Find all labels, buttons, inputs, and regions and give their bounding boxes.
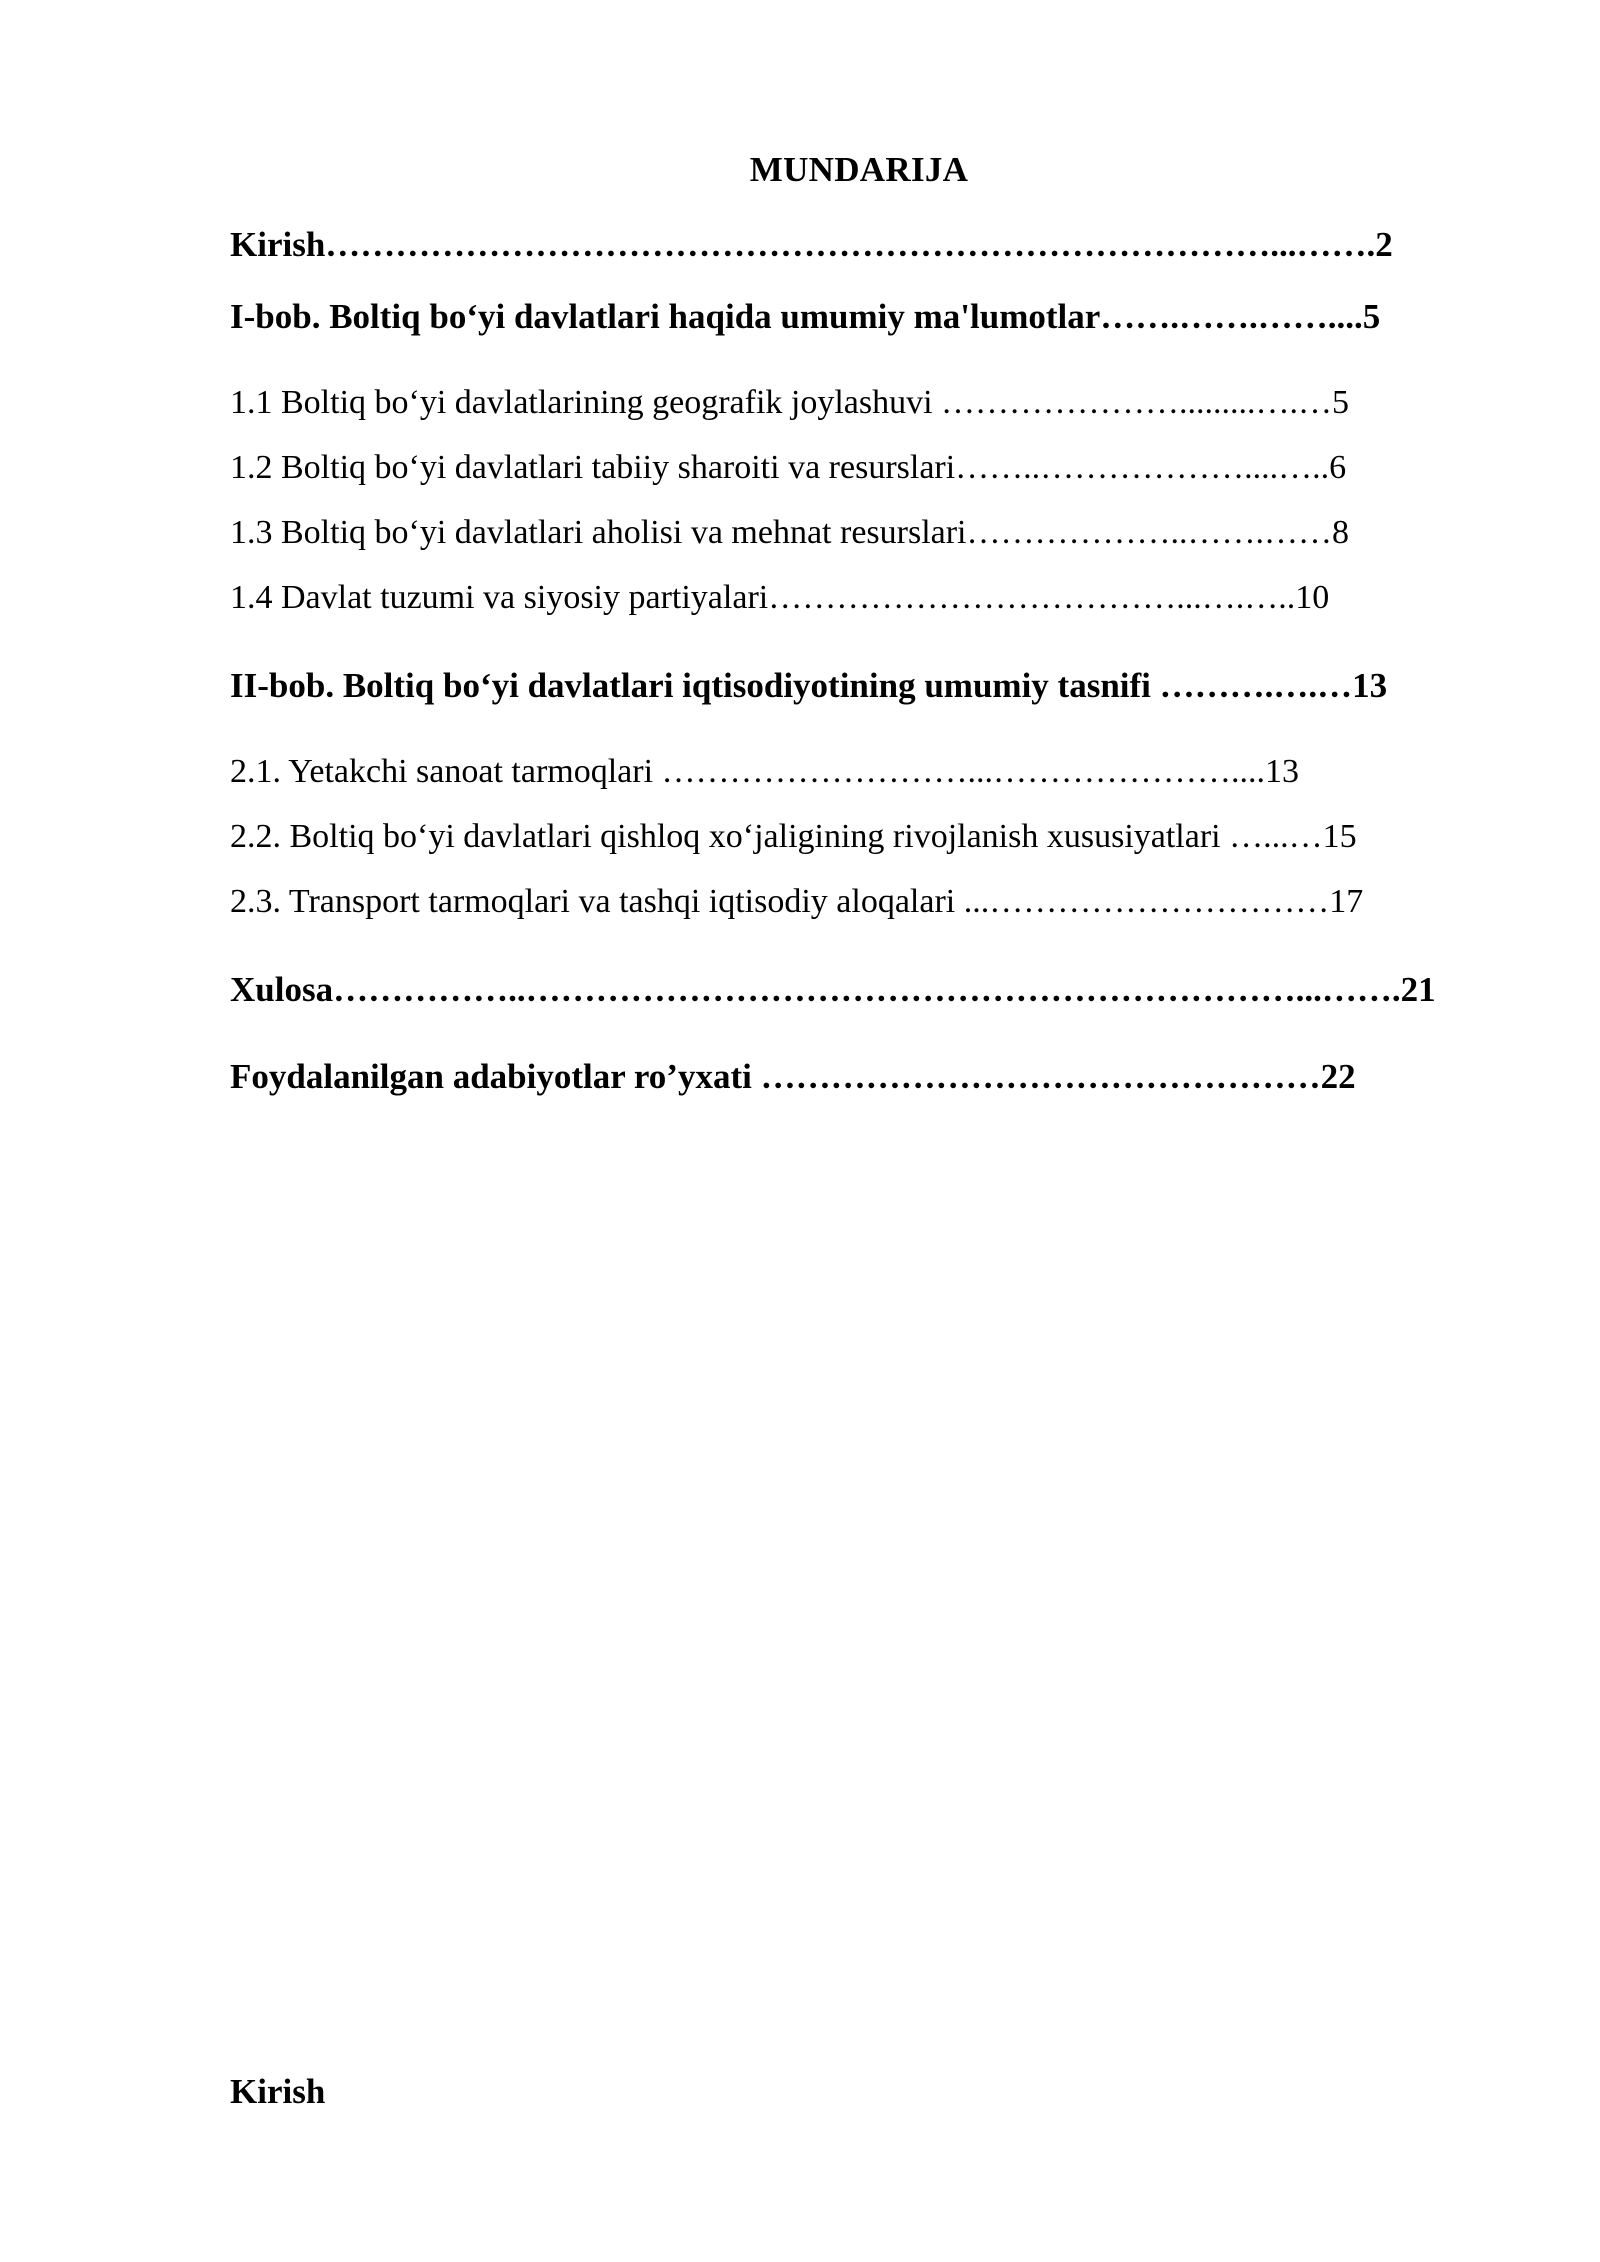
toc-entry-chapter-2: II-bob. Boltiq bo‘yi davlatlari iqtisodiyotining umumiy tasnifi ……….….…13: [230, 666, 1388, 705]
toc-entry-section-2-3: 2.3. Transport tarmoqlari va tashqi iqtisodiy aloqalari ...…………………………17: [230, 883, 1364, 920]
toc-entry-section-1-4: 1.4 Davlat tuzumi va siyosiy partiyalari………………………………...….…..10: [230, 579, 1330, 616]
toc-entry-chapter-1: I-bob. Boltiq bo‘yi davlatlari haqida umumiy ma'lumotlar…….…….……....5: [230, 297, 1381, 336]
section-heading-kirish: Kirish: [230, 2072, 326, 2111]
toc-entry-references: Foydalanilgan adabiyotlar ro’yxati …………………………………………22: [230, 1057, 1356, 1096]
toc-entry-section-2-1: 2.1. Yetakchi sanoat tarmoqlari ………………………...…………………....13: [230, 753, 1300, 790]
toc-entry-section-1-2: 1.2 Boltiq bo‘yi davlatlari tabiiy sharoiti va resurslari……..………………....…..6: [230, 449, 1347, 486]
toc-entry-section-1-3: 1.3 Boltiq bo‘yi davlatlari aholisi va mehnat resurslari………………..…….……8: [230, 514, 1349, 551]
page-title: MUNDARIJA: [749, 150, 969, 189]
toc-entry-section-1-1: 1.1 Boltiq bo‘yi davlatlarining geografik joylashuvi ………………….........….…5: [230, 384, 1350, 421]
toc-entry-kirish: Kirish………………………………………………………………………...…….2: [230, 225, 1393, 264]
toc-entry-xulosa: Xulosa……………..…………………………………………………………...…….21: [230, 970, 1436, 1009]
toc-entry-section-2-2: 2.2. Boltiq bo‘yi davlatlari qishloq xo‘jaligining rivojlanish xususiyatlari …...…15: [230, 818, 1357, 855]
